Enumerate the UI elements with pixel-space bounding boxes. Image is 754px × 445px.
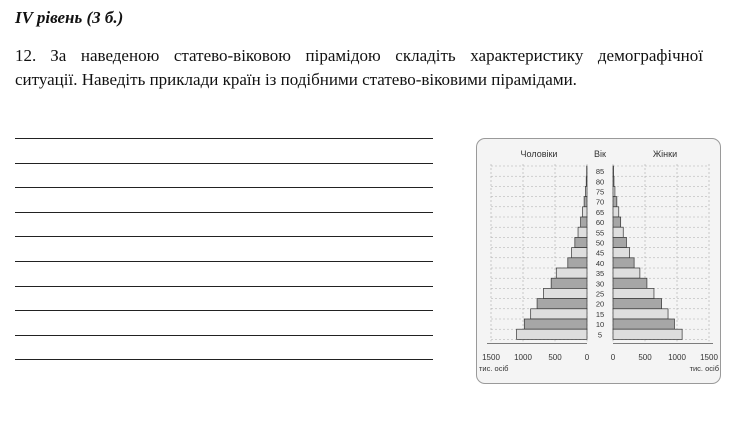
bar-female <box>613 217 621 227</box>
bar-male <box>586 176 587 186</box>
task-number: 12. <box>15 46 37 65</box>
age-tick-label: 70 <box>595 197 605 207</box>
bar-female <box>613 319 674 329</box>
x-tick-label-right: 1500 <box>700 353 718 362</box>
age-tick-label: 85 <box>595 167 605 177</box>
bar-male <box>575 237 587 247</box>
bar-female <box>613 299 662 309</box>
age-tick-label: 20 <box>595 299 605 309</box>
x-unit-right: тис. осіб <box>689 364 719 373</box>
bar-male <box>578 227 587 237</box>
bar-female <box>613 197 617 207</box>
population-pyramid-chart <box>476 138 721 384</box>
age-tick-label: 65 <box>595 207 605 217</box>
answer-line <box>15 261 433 262</box>
bar-female <box>613 278 647 288</box>
bar-female <box>613 329 682 339</box>
x-unit-left: тис. осіб <box>479 364 509 373</box>
age-tick-label: 15 <box>595 309 605 319</box>
x-tick-label-right: 500 <box>638 353 652 362</box>
bar-female <box>613 309 668 319</box>
bar-female <box>613 237 626 247</box>
x-tick-label-right: 0 <box>610 353 616 362</box>
age-tick-label: 5 <box>597 330 603 340</box>
header-male-label: Чоловіки <box>520 149 558 159</box>
bar-male <box>572 248 587 258</box>
bar-female <box>613 268 640 278</box>
bar-male <box>524 319 587 329</box>
bar-male <box>556 268 587 278</box>
level-heading: IV рівень (3 б.) <box>15 8 124 27</box>
bar-male <box>585 186 587 196</box>
task-text: За наведеною статево-віковою пірамідою складіть характеристику демографічної ситуації. Наведіть приклади країн із подібними статево-віковими пірамідами. <box>15 46 703 89</box>
answer-line <box>15 310 433 311</box>
answer-line <box>15 187 433 188</box>
x-tick-label-right: 1000 <box>668 353 686 362</box>
age-tick-label: 45 <box>595 248 605 258</box>
bar-female <box>613 207 619 217</box>
age-tick-label: 75 <box>595 187 605 197</box>
age-tick-label: 40 <box>595 258 605 268</box>
answer-line <box>15 212 433 213</box>
x-tick-label-left: 0 <box>584 353 590 362</box>
bar-female <box>613 176 614 186</box>
bar-male <box>531 309 587 319</box>
age-tick-label: 35 <box>595 269 605 279</box>
header-female-label: Жінки <box>652 149 678 159</box>
answer-line <box>15 138 433 139</box>
x-tick-label-left: 1000 <box>514 353 532 362</box>
age-tick-label: 80 <box>595 177 605 187</box>
bar-female <box>613 186 615 196</box>
bar-male <box>537 299 587 309</box>
bar-male <box>543 288 587 298</box>
answer-lines <box>15 0 433 445</box>
bar-male <box>568 258 587 268</box>
age-tick-label: 55 <box>595 228 605 238</box>
bar-male <box>583 207 587 217</box>
header-age-label: Вік <box>594 149 606 159</box>
age-tick-label: 25 <box>595 289 605 299</box>
age-tick-label: 60 <box>595 218 605 228</box>
x-tick-label-left: 500 <box>548 353 562 362</box>
bar-male <box>581 217 587 227</box>
bar-male <box>517 329 587 339</box>
age-tick-label: 50 <box>595 238 605 248</box>
bar-female <box>613 258 634 268</box>
bar-male <box>584 197 587 207</box>
answer-line <box>15 236 433 237</box>
answer-line <box>15 335 433 336</box>
answer-line <box>15 286 433 287</box>
answer-line <box>15 163 433 164</box>
answer-line <box>15 359 433 360</box>
bar-female <box>613 248 630 258</box>
age-tick-label: 30 <box>595 279 605 289</box>
bar-female <box>613 166 614 176</box>
age-tick-label: 10 <box>595 320 605 330</box>
bar-female <box>613 288 654 298</box>
bar-female <box>613 227 623 237</box>
x-tick-label-left: 1500 <box>482 353 500 362</box>
bar-male <box>551 278 587 288</box>
